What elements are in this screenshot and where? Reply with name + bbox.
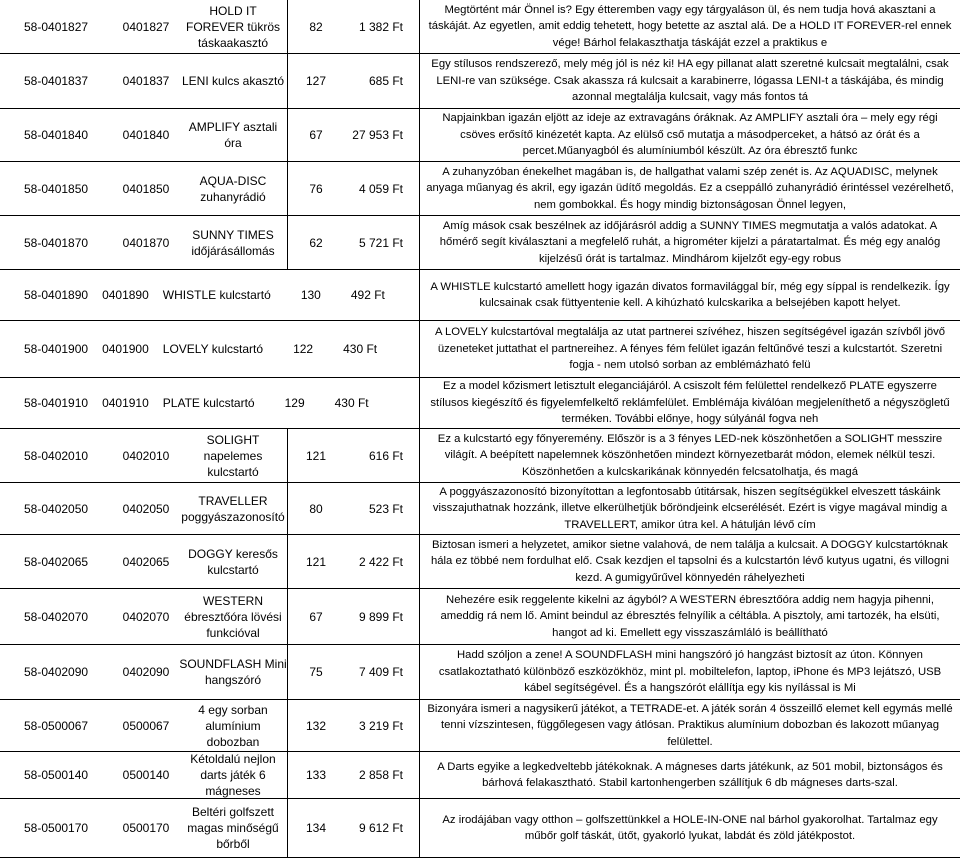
product-description: A LOVELY kulcstartóval megtalálja az utat partnerei szívéhez, hiszen segítségével igazán szívből jövő üzeneteket juttathat el partnereihez. A fényes fém felület igazán feltűnővé teszi a kulcstartót. Szeretni fogja - nem utolsó sorban az emblémázható felü bbox=[434, 326, 946, 372]
product-price: 430 Ft bbox=[343, 342, 378, 356]
product-description: Ez a kulcstartó egy főnyeremény. Először is a 3 fényes LED-nek köszönhetően a SOLIGHT messzire világít. A beépített napelemnek köszönhetően mindezt környezetbarát módon, elemek nélkül teszi. Köszönhetően a kulcskarikának könnyedén felcsatolhatja, és magá bbox=[437, 432, 943, 478]
product-description: Bizonyára ismeri a nagysikerű játékot, a TETRADE-et. A játék során 4 összeillő elemet kell egymás mellé tenni vízszintesen, függőlegesen vagy átlósan. Praktikus alumínium dobozban és lakozott műanyag felülettel. bbox=[427, 702, 953, 748]
product-description: A poggyászazonosító bizonyítottan a legfontosabb útitársak, hiszen segítségükkel elveszett táskáink visszajuthatnak hozzánk, illetve elkerülhetjük bőröndjeink elcserélését. Ezért is vigye magával mindig a TRAVELLERT, amikor útra kel. A hátulján lévő cím bbox=[432, 485, 948, 531]
product-code: 58-0402050 bbox=[24, 501, 89, 516]
product-quantity: 67 bbox=[309, 128, 323, 142]
product-number: 0401827 bbox=[122, 19, 170, 34]
product-code: 58-0401837 bbox=[24, 74, 89, 88]
product-number: 0500140 bbox=[122, 768, 170, 782]
product-quantity: 127 bbox=[305, 74, 327, 88]
product-number: 0401890 bbox=[102, 288, 149, 302]
product-quantity: 130 bbox=[300, 288, 321, 302]
product-code: 58-0401890 bbox=[24, 288, 89, 302]
product-number: 0401910 bbox=[102, 396, 149, 410]
product-code: 58-0401870 bbox=[24, 235, 89, 250]
product-number: 0401850 bbox=[122, 181, 170, 196]
product-quantity: 133 bbox=[305, 768, 327, 782]
product-name: DOGGY keresős kulcstartó bbox=[179, 535, 288, 588]
table-row bbox=[0, 0, 960, 54]
product-price: 685 Ft bbox=[344, 54, 420, 108]
product-price: 3 219 Ft bbox=[344, 700, 420, 751]
product-name: LOVELY kulcstartó bbox=[162, 342, 264, 356]
product-quantity: 80 bbox=[309, 501, 323, 516]
product-price: 9 899 Ft bbox=[344, 589, 420, 644]
product-quantity: 76 bbox=[309, 181, 323, 196]
table-row bbox=[0, 589, 960, 645]
product-quantity: 122 bbox=[293, 342, 314, 356]
product-description: Hadd szóljon a zene! A SOUNDFLASH mini hangszóró jó hangzást biztosít az úton. Könnyen csatlakoztatható különböző eszközökhöz, mint pl. mobiltelefon, laptop, iPhone és MP3 lejátszó, USB kábel segítségével. És a hangszórót elállítja egy kis nyílással is Mi bbox=[438, 649, 942, 695]
product-name: SOLIGHT napelemes kulcstartó bbox=[179, 429, 288, 482]
product-name: 4 egy sorban alumínium dobozban bbox=[179, 700, 288, 751]
product-code: 58-0402070 bbox=[24, 609, 89, 624]
table-row bbox=[0, 321, 960, 378]
table-row bbox=[0, 270, 960, 321]
product-description: Biztosan ismeri a helyzetet, amikor sietne valahová, de nem találja a kulcsait. A DOGGY kulcstartóknak hála ez többé nem fordulhat elő. Csak kezdjen el tapsolni és a kulcstartón lévő kutyus ugatni, és villogni kezd. A gumigyűrűvel könnyedén ráhelyezheti bbox=[430, 538, 950, 584]
table-row bbox=[0, 378, 960, 429]
product-name: HOLD IT FOREVER tükrös táskaakasztó bbox=[179, 0, 288, 53]
product-price: 7 409 Ft bbox=[344, 645, 420, 699]
product-description: A Darts egyike a legkedveltebb játékoknak. A mágneses darts játékunk, az 501 mobil, biztonságos és bárhová felakasztható. Stabil kartonhengerben szállítjuk 6 db mágneses darts-szal. bbox=[437, 760, 943, 789]
product-name: PLATE kulcstartó bbox=[162, 396, 255, 410]
product-number: 0401900 bbox=[102, 342, 149, 356]
product-price: 5 721 Ft bbox=[344, 216, 420, 269]
product-number: 0401870 bbox=[122, 235, 170, 250]
product-quantity: 121 bbox=[305, 554, 327, 569]
product-code: 58-0401840 bbox=[24, 128, 89, 142]
product-quantity: 129 bbox=[284, 396, 305, 410]
product-description: Megtörtént már Önnel is? Egy étteremben vagy egy tárgyaláson ül, és nem tudja hová akasztani a táskáját. Az egyetlen, amit eddig tehetett, hogy betette az asztal alá. De a HOLD IT FOREVER-rel ennek vége! Bárhol felakaszthatja táskáját ezzel a praktikus e bbox=[428, 3, 952, 49]
table-row bbox=[0, 799, 960, 858]
product-code: 58-0402065 bbox=[24, 554, 89, 569]
product-name: Beltéri golfszett magas minőségű bőrből bbox=[179, 799, 288, 857]
product-price: 523 Ft bbox=[344, 483, 420, 534]
product-price: 2 422 Ft bbox=[344, 535, 420, 588]
product-summary bbox=[0, 378, 420, 428]
product-description: Nehezére esik reggelente kikelni az ágyból? A WESTERN ébresztőóra addig nem hagyja pihenni, ameddig rá nem lő. Amint beindul az ébresztés felnyílik a céltábla. A pisztoly, ami tartozék, ha elsüti, hangot ad ki. Emellett egy visszaszámláló is beállítható bbox=[440, 593, 940, 639]
product-code: 58-0500170 bbox=[24, 821, 89, 835]
product-name: LENI kulcs akasztó bbox=[179, 54, 288, 108]
product-number: 0401840 bbox=[122, 128, 170, 142]
product-number: 0402010 bbox=[122, 448, 170, 463]
product-code: 58-0500067 bbox=[24, 718, 89, 733]
product-name: WHISTLE kulcstartó bbox=[162, 288, 271, 302]
product-description: A zuhanyzóban énekelhet magában is, de hallgathat valami szép zenét is. Az AQUADISC, melynek anyaga műanyag és akril, egy igazán üdítő megoldás. Ez a cseppálló zuhanyrádió érintéssel vezérelhető, nem gombokkal. És hogy mindig biztonságosan Önnel legyen, bbox=[426, 165, 954, 211]
table-row bbox=[0, 752, 960, 799]
table-row bbox=[0, 429, 960, 483]
product-description: A WHISTLE kulcstartó amellett hogy igazán divatos formavilággal bír, még egy síppal is rendelkezik. Így kulcsainak csak füttyentenie kell. A kihúzható kulcskarika a belsejében kapott helyet. bbox=[430, 280, 950, 309]
product-name: TRAVELLER poggyászazonosító bbox=[179, 483, 288, 534]
product-description: Az irodájában vagy otthon – golfszettünkkel a HOLE-IN-ONE nal bárhol gyakorolhat. Tartalmaz egy műbőr golf táskát, ütőt, gyakorló lyukat, labdát és zöld játékpostot. bbox=[442, 813, 938, 842]
product-price: 1 382 Ft bbox=[344, 0, 420, 53]
table-row bbox=[0, 700, 960, 752]
product-description: Egy stílusos rendszerező, mely még jól is néz ki! HA egy pillanat alatt szeretné kulcsait megtalálni, csak LENI-re van szüksége. Csak akassza rá kulcsait a karabinerre, lógassa LENI-t a táskájába, és mindig azonnal megtalálja kulcsait, vagy más fontos tá bbox=[431, 58, 949, 104]
product-description: Napjainkban igazán eljött az ideje az extravagáns óráknak. Az AMPLIFY asztali óra – mely egy régi csöves erősítő kinézetét kapta. Az elülső cső mutatja a másodperceket, a hátsó az órát és a percet.Műanyagból és alumíniumból készült. Az óra ébresztő funkc bbox=[442, 112, 938, 158]
product-price: 2 858 Ft bbox=[344, 752, 420, 798]
product-quantity: 121 bbox=[305, 448, 327, 463]
product-code: 58-0401850 bbox=[24, 181, 89, 196]
product-summary bbox=[0, 270, 420, 320]
table-row bbox=[0, 216, 960, 270]
product-quantity: 132 bbox=[305, 718, 327, 733]
table-row bbox=[0, 109, 960, 162]
product-number: 0500170 bbox=[122, 821, 170, 835]
product-number: 0402090 bbox=[122, 665, 170, 679]
product-quantity: 82 bbox=[309, 19, 323, 34]
product-name: SUNNY TIMES időjárásállomás bbox=[179, 216, 288, 269]
product-description: Ez a model kőzismert letisztult eleganciájáról. A csiszolt fém felülettel rendelkező PLATE egyszerre stílusos kiegészítő és figyelemfelkeltő reklámfelület. Emblémája kiválóan megjeleníthető a négyszögletű terméken. További előnye, hogy súlyánál fogva neh bbox=[430, 380, 950, 426]
product-code: 58-0401827 bbox=[24, 19, 89, 34]
table-row bbox=[0, 54, 960, 109]
product-quantity: 75 bbox=[309, 665, 323, 679]
product-number: 0500067 bbox=[122, 718, 170, 733]
product-name: SOUNDFLASH Mini hangszóró bbox=[179, 645, 288, 699]
product-number: 0402065 bbox=[122, 554, 170, 569]
table-row bbox=[0, 645, 960, 700]
product-name: AMPLIFY asztali óra bbox=[179, 109, 288, 161]
product-code: 58-0402010 bbox=[24, 448, 89, 463]
product-code: 58-0402090 bbox=[24, 665, 89, 679]
table-row bbox=[0, 535, 960, 589]
product-price: 9 612 Ft bbox=[344, 799, 420, 857]
product-quantity: 67 bbox=[309, 609, 323, 624]
product-price: 4 059 Ft bbox=[344, 162, 420, 215]
product-number: 0401837 bbox=[122, 74, 170, 88]
product-quantity: 62 bbox=[309, 235, 323, 250]
product-code: 58-0500140 bbox=[24, 768, 89, 782]
product-price: 27 953 Ft bbox=[344, 109, 420, 161]
table-row bbox=[0, 162, 960, 216]
product-quantity: 134 bbox=[305, 821, 327, 835]
product-code: 58-0401910 bbox=[24, 396, 89, 410]
product-price: 492 Ft bbox=[350, 288, 385, 302]
product-code: 58-0401900 bbox=[24, 342, 89, 356]
product-name: WESTERN ébresztőóra lövési funkcióval bbox=[179, 589, 288, 644]
product-number: 0402050 bbox=[122, 501, 170, 516]
product-price: 616 Ft bbox=[344, 429, 420, 482]
product-summary bbox=[0, 321, 420, 377]
product-price: 430 Ft bbox=[334, 396, 369, 410]
product-description: Amíg mások csak beszélnek az időjárásról addig a SUNNY TIMES megmutatja a valós adatokat. A hőmérő segít kiválasztani a megfelelő ruhát, a higrométer kijelzi a páratartalmat. És még egy analóg kijelzésű órát is tartalmaz. Mindhárom kijelzőt egy-egy robus bbox=[439, 219, 941, 265]
product-number: 0402070 bbox=[122, 609, 170, 624]
product-name: AQUA-DISC zuhanyrádió bbox=[179, 162, 288, 215]
product-name: Kétoldalú nejlon darts játék 6 mágneses bbox=[179, 752, 288, 798]
table-row bbox=[0, 483, 960, 535]
